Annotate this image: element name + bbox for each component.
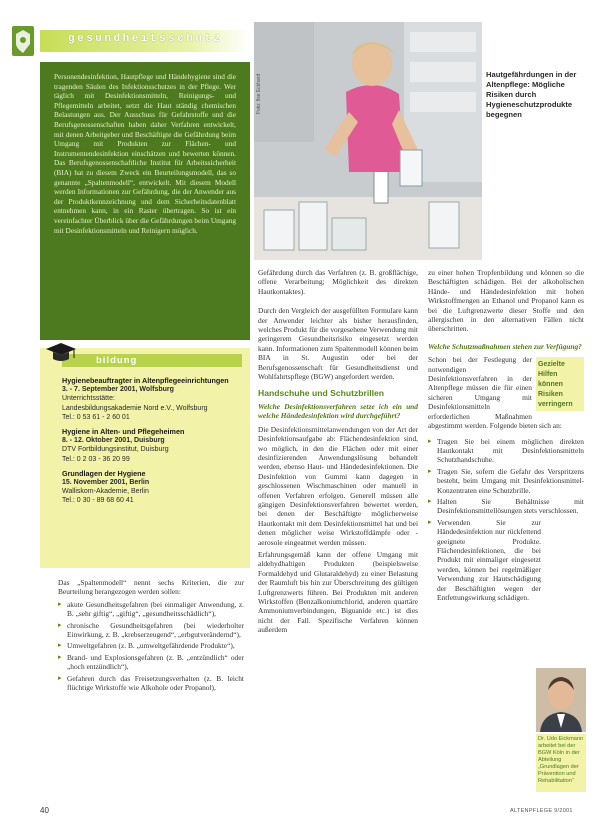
event-line: Tel.: 0 53 61 - 2 60 01 bbox=[62, 413, 130, 421]
list-item: ▸ Tragen Sie, sofern die Gefahr des Verspritzens besteht, beim Umgang mit Desinfektionsmittel-Konzentraten eine Schutzbrille. bbox=[428, 467, 584, 495]
middle-paragraph: Durch den Vergleich der ausgefüllten Formulare kann der Anwender leichter als bisher herausfinden, welches Produkt für die vorgesehene Verwendung mit geringerem Gesundheitsrisiko eingesetzt werden kann. Informationen zum Spaltenmodell können beim BIA in St. Augustin oder bei der Berufsgenossenschaft für Gesundheitsdienst und Wohlfahrtspflege (BGW) angefordert werden. bbox=[258, 306, 418, 382]
list-item: ▸ Halten Sie Behältnisse mit Desinfektionsmittellösungen stets verschlossen. bbox=[428, 497, 584, 516]
list-item: ▸ akute Gesundheitsgefahren (bei einmaliger Anwendung, z. B. „sehr giftig“, „giftig“, „gesundheitsschädlich“), bbox=[58, 600, 244, 619]
author-photo bbox=[536, 668, 586, 732]
list-item: ▸ Gefahren durch das Freisetzungsverhalten (z. B. leicht flüchtige Wirkstoffe wie Alkohole oder Propanol), bbox=[58, 674, 244, 693]
section-header-bar bbox=[40, 30, 250, 52]
event-line: Landesbildungsakademie Nord e.V., Wolfsburg bbox=[62, 404, 208, 412]
event-title: Hygiene in Alten- und Pflegeheimen bbox=[62, 427, 185, 437]
list-item: ▸ Umweltgefahren (z. B. „umweltgefährdende Produkte“), bbox=[58, 641, 244, 650]
middle-column bbox=[258, 268, 418, 800]
photo-caption: Hautgefährdungen in der Altenpflege: Mögliche Risiken durch Hygieneschutzprodukte begegnen bbox=[486, 70, 577, 119]
magazine-footer: ALTENPFLEGE 9/2001 bbox=[510, 808, 573, 814]
event-item bbox=[62, 427, 242, 464]
author-caption-box bbox=[536, 734, 586, 792]
event-item bbox=[62, 469, 242, 506]
sidebar-panel bbox=[40, 62, 250, 340]
question-text: Welche Desinfektionsverfahren setze ich ein und welche Händedesinfektion wird durchgeführt? bbox=[258, 401, 418, 421]
main-photo bbox=[254, 22, 482, 260]
event-line: Tel.: 0 30 - 89 68 60 41 bbox=[62, 497, 134, 505]
left-lower-column bbox=[58, 578, 244, 800]
event-line: Unterrichtsstätte: bbox=[62, 395, 115, 403]
event-item bbox=[62, 376, 242, 422]
graduation-cap-icon bbox=[44, 340, 78, 366]
bildung-box bbox=[40, 348, 250, 568]
section-heading: Handschuhe und Schutzbrillen bbox=[258, 388, 385, 399]
event-line: Tel.: 0 2 03 - 36 20 99 bbox=[62, 455, 130, 463]
event-title: Grundlagen der Hygiene bbox=[62, 468, 146, 478]
pull-quote: Gezielte Hilfen können Risiken verringern bbox=[538, 361, 573, 409]
list-item: ▸ chronische Gesundheitsgefahren (bei wiederholter Einwirkung, z. B. „krebserzeugend“, „erbgutverändernd“), bbox=[58, 621, 244, 640]
list-item: ▸ Tragen Sie bei einem möglichen direkten Hautkontakt mit Desinfektionsmitteln Schutzhandschuhe. bbox=[428, 437, 584, 465]
measures-list bbox=[428, 437, 584, 603]
left-lower-intro: Das „Spaltenmodell“ nennt sechs Kriterien, die zur Beurteilung herangezogen werden sollen: bbox=[58, 578, 244, 597]
middle-paragraph: Gefährdung durch das Verfahren (z. B. großflächige, offene Verarbeitung; Möglichkeit des direkten Hautkontaktes). bbox=[258, 268, 418, 296]
list-item: ▸ Brand- und Explosionsgefahren (z. B. „entzündlich“ oder „hoch entzündlich“), bbox=[58, 653, 244, 672]
caregiver-photo-illustration bbox=[254, 22, 482, 260]
event-line: 15. November 2001, Berlin bbox=[62, 479, 150, 487]
middle-paragraph: Erfahrungsgemäß kann der offene Umgang mit aldehydhaltigen Produkten (beispielsweise Formaldehyd und Glutaraldehyd) zu einer Belastung der Raumluft bis hin zur Überschreitung des gültigen Luftgrenzwerts führen. Bei Produkten mit anderen Wirkstoffen (Benzalkoniumchlorid, anderen quartäre Ammoniumverbindungen, Biguanide etc.) ist dies nicht der Fall. Spezifische Verfahren können außerdem bbox=[258, 549, 418, 635]
event-title: Hygienebeauftragter in Altenpflegeeinrichtungen bbox=[62, 376, 229, 385]
page-number: 40 bbox=[40, 806, 49, 815]
author-caption: Dr. Udo Eickmann arbeitet bei der BGW Köln in der Abteilung „Grundlagen der Prävention und Rehabilitation“ bbox=[538, 736, 584, 784]
sidebar-body-text: Personendesinfektion, Hautpflege und Händehygiene sind die tragenden Säulen des Infektionsschutzes in der Pflege. Wer täglich mit Desinfektionsmitteln, Reinigungs- und Pflegemitteln arbeitet, setzt die Haut ständig chemischen Belastungen aus. Der Ausschuss für Gefahrstoffe und die Berufsgenossenschaften haben daher Verfahren entwickelt, mit denen Arbeitgeber und Beschäftigte die Gefährdung beim Umgang mit Produkten zur Flächen- und Instrumentendesinfektion einschätzen und bewerten können. Das Berufsgenossenschaftliche Institut für Arbeitssicherheit (BIA) hat zu diesem Zweck ein Beurteilungsmodell, das so genannte „Spaltenmodell“, entwickelt. Mit diesem Modell werden Informationen zur Gefährdung, die der Anwender aus der Produktkennzeichnung und dem Sicherheitsdatenblatt entnehmen kann, in ein Raster übertragen. So ist ein vereinfachter Überblick über die Gefährdungen beim Umgang mit Desinfektionsmitteln und Reinigern möglich. bbox=[54, 72, 236, 235]
middle-paragraph: Die Desinfektionsmittelanwendungen von der Art der Desinfektionsaufgabe ab: Flächendesinfektion sind, wo möglich, in den die Flächen oder mit einer desinfizierenden Anwendungslösung behandelt werden, ebenso Haut- und Händedesinfektionen. Die Desinfektion von Gummi kann dagegen in geschlossenen Wischmaschinen oder manuell in offenen Verfahren erfolgen. Generell müssen alle gängigen Desinfektionsverfahren bewertet werden, bei denen der Beschäftigte möglicherweise Hautkontakt mit dem Desinfektionsmittel hat und bei denen möglicher weise Wirkstoffdämpfe oder -aerosole eingeatmet werden müssen. bbox=[258, 424, 418, 547]
section-label: gesundheitsschutz bbox=[68, 33, 223, 45]
question-text: Welche Schutzmaßnahmen stehen zur Verfügung? bbox=[428, 341, 582, 351]
event-line: Walliskom-Akademie, Berlin bbox=[62, 488, 149, 496]
event-list bbox=[62, 376, 242, 506]
quote-block bbox=[536, 357, 584, 411]
list-item: ▸ Verwenden Sie zur Händedesinfektion nur rückfettend geeignete Produkte. Flächendesinfektionen, die bei Produkt mit einmaliger eingesetzt werden, können bei regelmäßiger Verwendung zur Hautschädigung der Beschäftigten wegen der Entfettungswirkung schädigen. bbox=[428, 518, 541, 603]
event-line: 8. - 12. Oktober 2001, Duisburg bbox=[62, 437, 165, 445]
bildung-label: bildung bbox=[96, 355, 138, 366]
bildung-header bbox=[62, 354, 242, 367]
event-line: 3. - 7. September 2001, Wolfsburg bbox=[62, 386, 174, 394]
right-paragraph: zu einer hohen Tropfenbildung und können so die Beschäftigten schädigen. Bei der alkoholischen Hände- und Händedesinfektion mit hohen Wirkstoffmengen an Ethanol und Propanol kann es bei die Luftgrenzwerte dieser Stoffe und den allergischen in den alternativen Fällen nicht überschritten. bbox=[428, 268, 584, 334]
bgw-logo-icon bbox=[12, 26, 34, 56]
criteria-list bbox=[58, 600, 244, 693]
right-paragraph: Schon bei der Festlegung der notwendigen Desinfektionsverfahren in der Altenpflege müssen die für einen sicheren Umgang mit Desinfektionsmitteln erforderlichen Maßnahmen abgestimmt werden. Folgende bieten sich an: bbox=[428, 355, 562, 431]
photo-credit: Foto: Ilse Eckhard bbox=[256, 73, 262, 114]
event-line: DTV Fortbildungsinstitut, Duisburg bbox=[62, 446, 169, 454]
